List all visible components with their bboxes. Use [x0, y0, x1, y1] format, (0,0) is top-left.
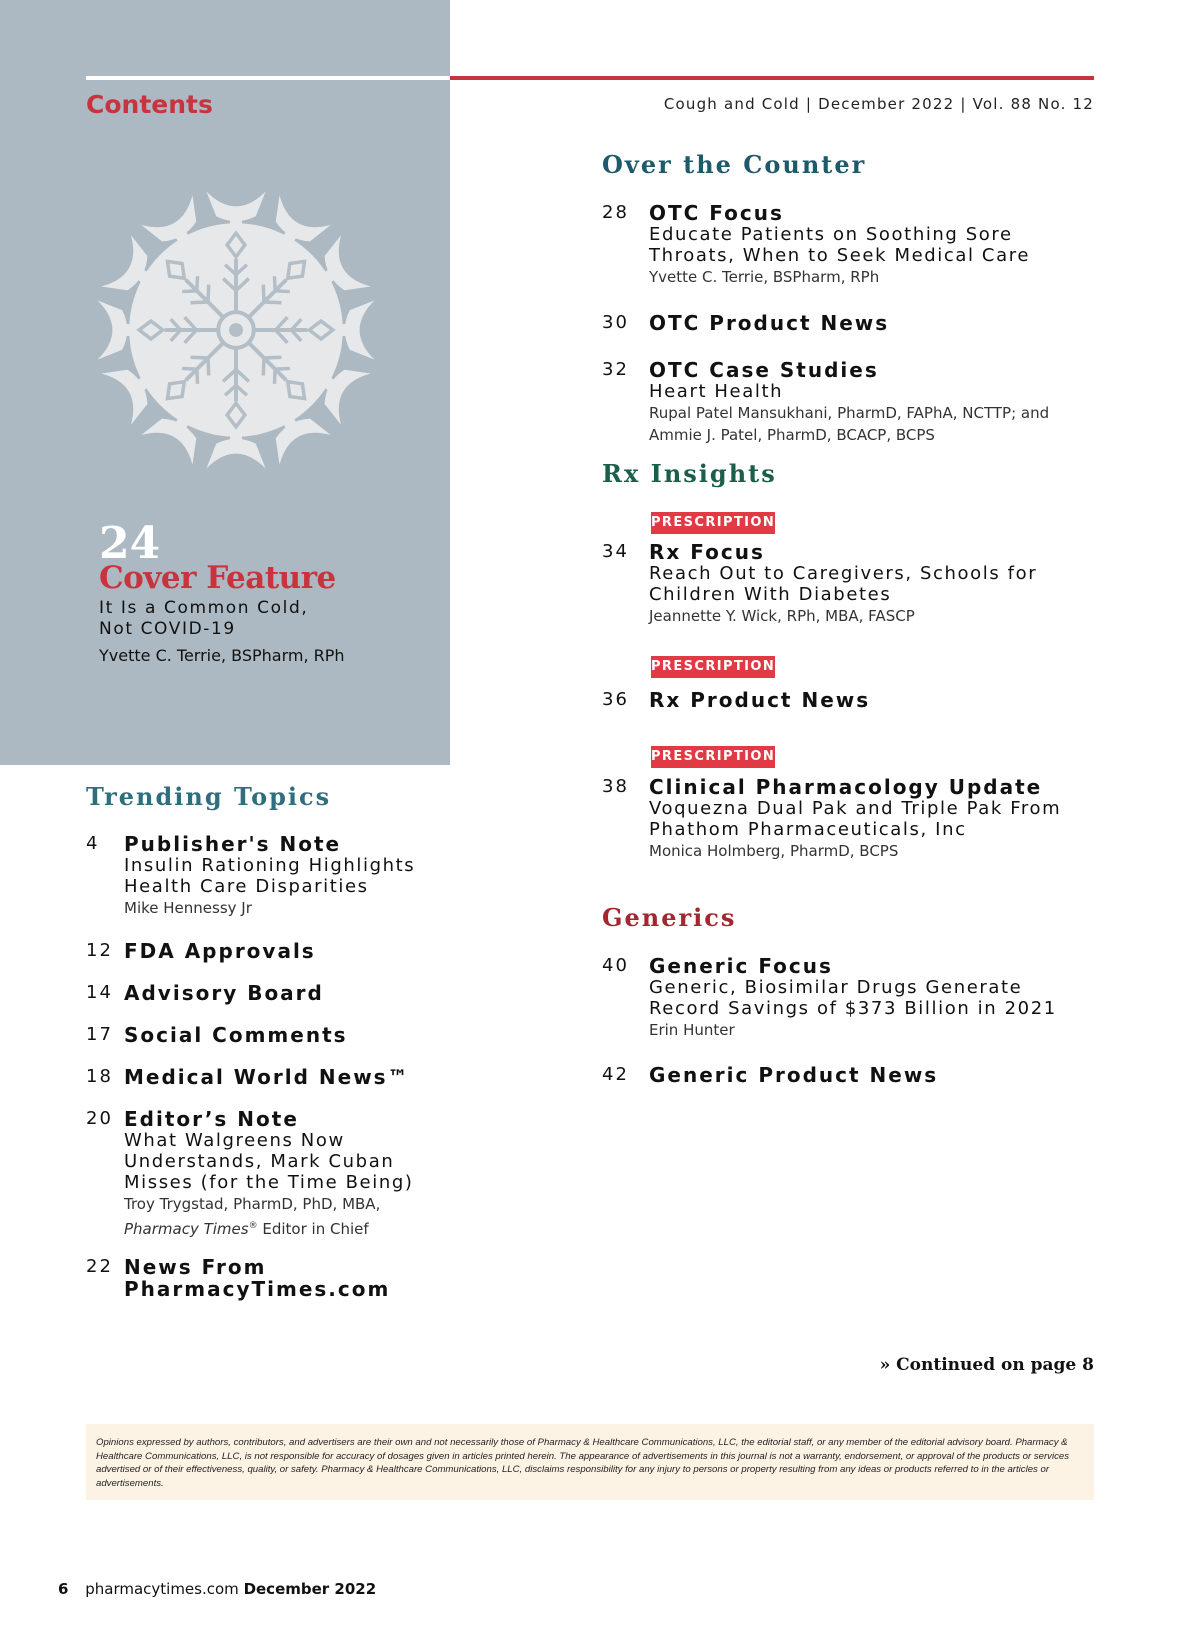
snowflake-virus-icon [58, 152, 414, 508]
rx-insights-heading: Rx Insights [602, 459, 777, 488]
footer-date: December 2022 [243, 1580, 377, 1598]
entry-page-number: 38 [602, 776, 629, 797]
entry-subtitle: Understands, Mark Cuban [124, 1151, 395, 1172]
toc-entry[interactable] [602, 312, 889, 334]
toc-entry[interactable] [86, 1066, 410, 1088]
toc-entry[interactable] [86, 1024, 348, 1046]
entry-title: News From [124, 1255, 267, 1279]
entry-subtitle: Reach Out to Caregivers, Schools for [649, 563, 1038, 584]
disclaimer-box: Opinions expressed by authors, contributors, and advertisers are their own and not necessarily those of Pharmacy & Healthcare Communications, LLC, the editorial staff, or any member of the editorial advisory board. Pharmacy & Healthcare Communications, LLC, is not responsible for accuracy of dosages given in articles printed herein. The appearance of advertisements in this journal is not a warranty, endorsement, or approval of the products or services advertised or of their effectiveness, quality, or safety. Pharmacy & Healthcare Communications, LLC, disclaims responsibility for any injury to persons or property resulting from any ideas or products referred to in the articles or advertisements. [86, 1424, 1094, 1500]
entry-title: FDA Approvals [124, 939, 316, 963]
prescription-badge: PRESCRIPTION [651, 512, 775, 534]
over-the-counter-heading: Over the Counter [602, 150, 867, 179]
entry-page-number: 18 [86, 1066, 113, 1087]
prescription-badge: PRESCRIPTION [651, 746, 775, 768]
entry-page-number: 28 [602, 202, 629, 223]
entry-title-line2: PharmacyTimes.com [124, 1277, 391, 1301]
entry-author: Jeannette Y. Wick, RPh, MBA, FASCP [649, 607, 915, 625]
entry-page-number: 30 [602, 312, 629, 333]
entry-title: Clinical Pharmacology Update [649, 775, 1043, 799]
entry-title: Social Comments [124, 1023, 348, 1047]
toc-entry[interactable] [86, 1108, 413, 1240]
entry-subtitle: Record Savings of $373 Billion in 2021 [649, 998, 1057, 1019]
entry-title: OTC Product News [649, 311, 890, 335]
entry-title: Medical World News™ [124, 1065, 410, 1089]
toc-entry[interactable] [86, 833, 415, 919]
entry-subtitle: Misses (for the Time Being) [124, 1172, 414, 1193]
toc-entry[interactable] [602, 689, 870, 711]
entry-title: Rx Focus [649, 540, 765, 564]
entry-subtitle: Children With Diabetes [649, 584, 892, 605]
toc-entry[interactable] [602, 359, 1049, 446]
entry-page-number: 12 [86, 940, 113, 961]
header-rule-left [86, 76, 450, 80]
toc-entry[interactable] [86, 940, 316, 962]
entry-page-number: 17 [86, 1024, 113, 1045]
entry-page-number: 34 [602, 541, 629, 562]
entry-subtitle: Educate Patients on Soothing Sore [649, 224, 1013, 245]
entry-author: Ammie J. Patel, PharmD, BCACP, BCPS [649, 426, 935, 444]
entry-page-number: 20 [86, 1108, 113, 1129]
entry-author: Monica Holmberg, PharmD, BCPS [649, 842, 899, 860]
entry-subtitle: Heart Health [649, 381, 784, 402]
issue-info: Cough and Cold | December 2022 | Vol. 88 No. 12 [663, 95, 1094, 113]
continued-link[interactable]: » Continued on page 8 [879, 1355, 1094, 1375]
contents-title: Contents [86, 90, 213, 119]
toc-entry[interactable] [86, 1256, 390, 1300]
header-rule-right [450, 76, 1094, 80]
entry-author: Yvette C. Terrie, BSPharm, RPh [649, 268, 880, 286]
entry-subtitle: Health Care Disparities [124, 876, 369, 897]
prescription-badge: PRESCRIPTION [651, 656, 775, 678]
entry-subtitle: Generic, Biosimilar Drugs Generate [649, 977, 1023, 998]
footer-site: pharmacytimes.com [85, 1580, 239, 1598]
toc-entry[interactable] [86, 982, 324, 1004]
entry-subtitle: Insulin Rationing Highlights [124, 855, 416, 876]
entry-author-role: Pharmacy Times® Editor in Chief [124, 1220, 369, 1238]
generics-heading: Generics [602, 903, 737, 932]
entry-subtitle: Voquezna Dual Pak and Triple Pak From [649, 798, 1062, 819]
entry-title: Publisher's Note [124, 832, 342, 856]
toc-entry[interactable] [602, 776, 1061, 862]
entry-page-number: 36 [602, 689, 629, 710]
entry-page-number: 40 [602, 955, 629, 976]
entry-title: OTC Case Studies [649, 358, 879, 382]
entry-subtitle: Phathom Pharmaceuticals, Inc [649, 819, 967, 840]
toc-entry[interactable] [602, 541, 1037, 627]
entry-page-number: 4 [86, 833, 100, 854]
entry-author: Erin Hunter [649, 1021, 735, 1039]
cover-subtitle: It Is a Common Cold, Not COVID-19 [99, 598, 309, 639]
entry-title: Rx Product News [649, 688, 871, 712]
entry-title: Generic Product News [649, 1063, 939, 1087]
trending-topics-heading: Trending Topics [86, 782, 332, 811]
footer-page-number: 6 [58, 1580, 69, 1598]
entry-page-number: 22 [86, 1256, 113, 1277]
cover-feature-label: Cover Feature [99, 560, 336, 596]
entry-page-number: 32 [602, 359, 629, 380]
entry-subtitle: Throats, When to Seek Medical Care [649, 245, 1031, 266]
toc-entry[interactable] [602, 955, 1057, 1041]
entry-title: Generic Focus [649, 954, 833, 978]
toc-entry[interactable] [602, 1064, 938, 1086]
entry-author: Troy Trygstad, PharmD, PhD, MBA, [124, 1195, 381, 1213]
cover-page-number: 24 [99, 518, 161, 569]
entry-author: Mike Hennessy Jr [124, 899, 252, 917]
publication-name: Pharmacy Times [124, 1220, 249, 1238]
entry-subtitle: What Walgreens Now [124, 1130, 345, 1151]
entry-author: Rupal Patel Mansukhani, PharmD, FAPhA, NCTTP; and [649, 404, 1050, 422]
page-footer [58, 1580, 376, 1598]
entry-title: OTC Focus [649, 201, 784, 225]
toc-entry[interactable] [602, 202, 1030, 288]
entry-page-number: 42 [602, 1064, 629, 1085]
entry-title: Editor’s Note [124, 1107, 299, 1131]
entry-page-number: 14 [86, 982, 113, 1003]
cover-author: Yvette C. Terrie, BSPharm, RPh [99, 646, 345, 665]
entry-title: Advisory Board [124, 981, 324, 1005]
